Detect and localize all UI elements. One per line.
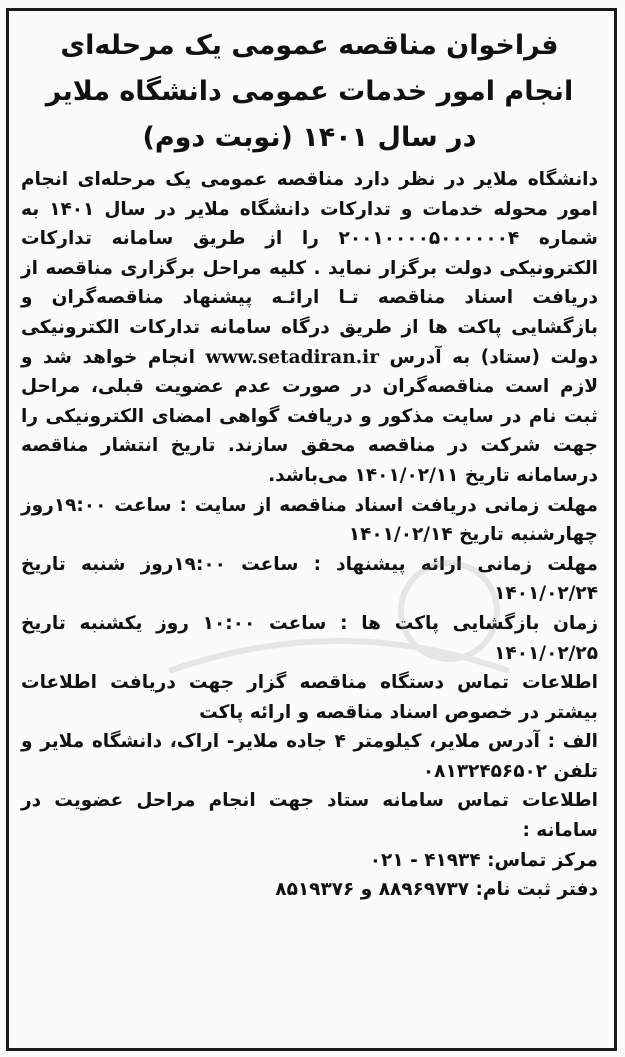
title-line-2: انجام امور خدمات عمومی دانشگاه ملایر — [45, 76, 574, 107]
contact-heading: اطلاعات تماس دستگاه مناقصه گزار جهت دریافت اطلاعات بیشتر در خصوص اسناد مناقصه و ارائه پاکت — [21, 672, 598, 723]
title-line-1: فراخوان مناقصه عمومی یک مرحله‌ای — [60, 30, 559, 61]
registration-office: دفتر ثبت نام: ۸۸۹۶۹۷۳۷ و ۸۵۱۹۳۷۶ — [275, 879, 598, 901]
contact-address: الف : آدرس ملایر، کیلومتر ۴ جاده ملایر- اراک، دانشگاه ملایر و تلفن ۰۸۱۳۲۴۵۶۵۰۲ — [21, 731, 598, 782]
intro-text-part-2: انجام خواهد شد و لازم است مناقصه‌گران در صورت عدم عضویت قبلی، مراحل ثبت نام در سایت مذکور و دریافت گواهی امضای الکترونیکی را جهت شرکت در مناقصه محقق سازند. تاریخ انتشار مناقصه درسامانه تاریخ ۱۴۰۱/۰۲/۱۱ می‌باشد. — [21, 346, 598, 486]
website-link[interactable]: www.setadiran.ir — [205, 346, 379, 368]
bid-deadline: مهلت زمانی ارائه پیشنهاد : ساعت ۱۹:۰۰روز شنبه تاریخ ۱۴۰۱/۰۲/۲۴ — [21, 553, 598, 605]
intro-paragraph — [21, 165, 598, 491]
opening-time: زمان بازگشایی پاکت ها : ساعت ۱۰:۰۰ روز یکشنبه تاریخ ۱۴۰۱/۰۲/۲۵ — [21, 612, 598, 664]
notice-title — [21, 23, 598, 161]
notice-box — [6, 8, 617, 1051]
call-center: مرکز تماس: ۴۱۹۳۴ - ۰۲۱ — [369, 849, 598, 871]
document-deadline: مهلت زمانی دریافت اسناد مناقصه از سایت : ساعت ۱۹:۰۰روز چهارشنبه تاریخ ۱۴۰۱/۰۲/۱۴ — [21, 494, 598, 546]
intro-text-part-1: دانشگاه ملایر در نظر دارد مناقصه عمومی یک مرحله‌ای انجام امور محوله خدمات و تدارکات دانشگاه ملایر در سال ۱۴۰۱ به شماره ۲۰۰۱۰۰۰۰۵۰۰۰۰۰۰۴ را از طریق سامانه تدارکات الکترونیکی دولت برگزار نماید . کلیه مراحل برگزاری مناقصه از دریافت اسناد مناقصه تـا ارائـه پیشنهاد مناقصه‌گران و بازگشایی پاکت ها از طریق درگاه سامانه تدارکات الکترونیکی دولت (ستاد) به آدرس — [21, 169, 599, 368]
setad-contact-heading: اطلاعات تماس سامانه ستاد جهت انجام مراحل عضویت در سامانه : — [21, 790, 598, 842]
title-line-3: در سال ۱۴۰۱ (نوبت دوم) — [142, 122, 477, 153]
notice-body — [21, 165, 598, 905]
